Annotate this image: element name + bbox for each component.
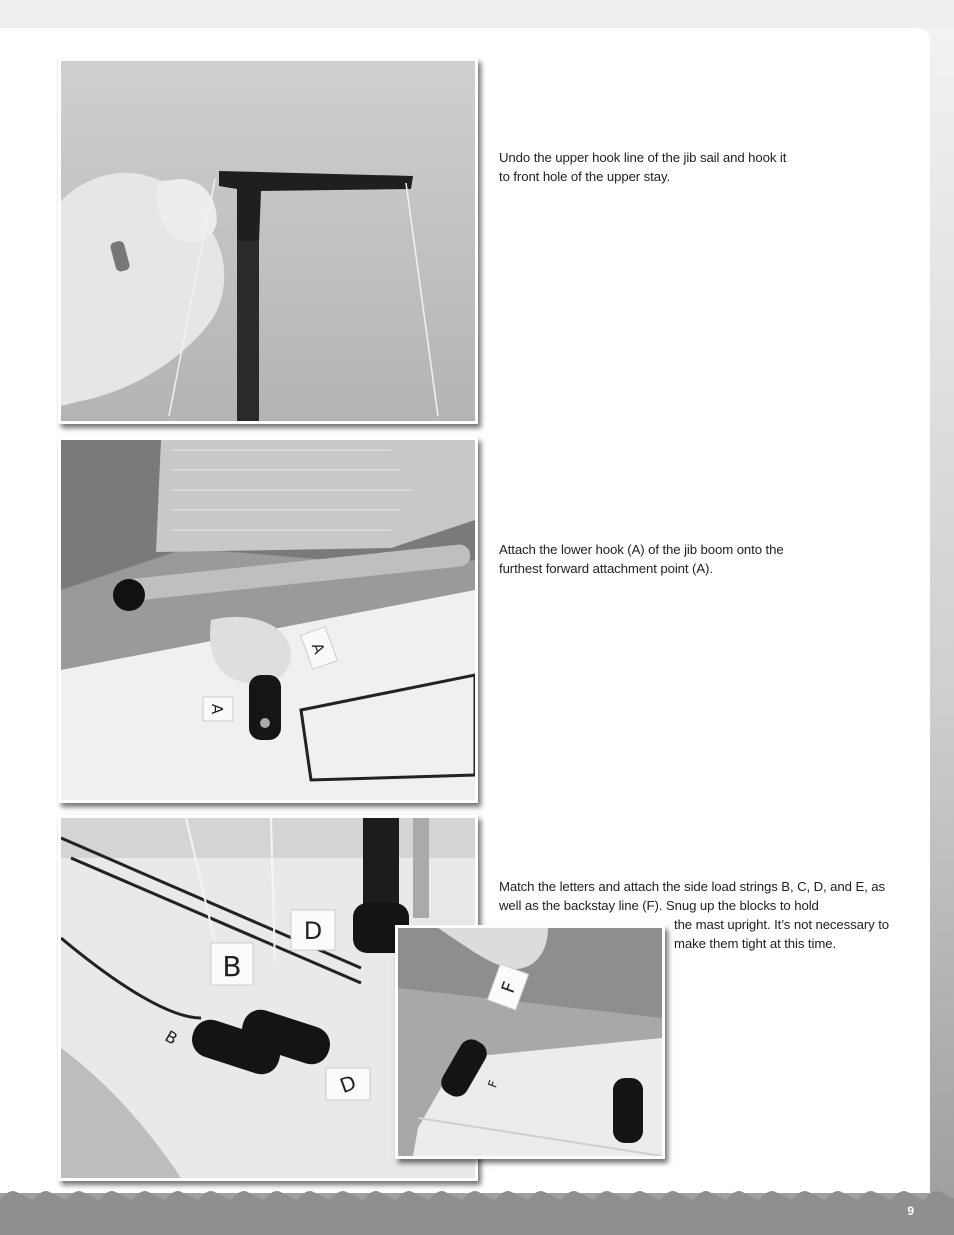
wave-border: [0, 1180, 954, 1235]
photo-3-label-b-deck: B: [161, 1026, 181, 1049]
step-1-instructions: Undo the upper hook line of the jib sail and hook it to front hole of the upper stay.: [499, 150, 787, 184]
photo-1-illustration: [61, 61, 475, 421]
photo-backstay-inset: [395, 925, 665, 1159]
photo-3-label-d-tag: D: [303, 917, 323, 945]
photo-4-illustration: [398, 928, 662, 1156]
page-number: 9: [907, 1204, 914, 1218]
photo-2-label-a-tag: A: [307, 640, 329, 657]
photo-4-label-f-tag: F: [497, 979, 522, 996]
photo-4-label-f-deck: F: [485, 1078, 501, 1090]
step-2-instructions: Attach the lower hook (A) of the jib boom onto the furthest forward attachment point (A).: [499, 542, 784, 576]
photo-jib-boom-attach: [58, 437, 478, 803]
photo-2-label-a-deck: A: [208, 703, 226, 715]
photo-jib-upper-hook: [58, 58, 478, 424]
step-3-instructions-part-1: Match the letters and attach the side load strings B, C, D, and E, as well as the backstay line (F). Snug up the blocks to hold: [499, 879, 886, 913]
step-3-instructions-part-2: the mast upright. It’s not necessary to make them tight at this time.: [674, 917, 890, 951]
top-margin: [0, 0, 954, 28]
photo-3-label-d-deck: D: [336, 1070, 360, 1098]
photo-3-label-b-tag: B: [222, 950, 242, 983]
photo-2-illustration: [61, 440, 475, 800]
